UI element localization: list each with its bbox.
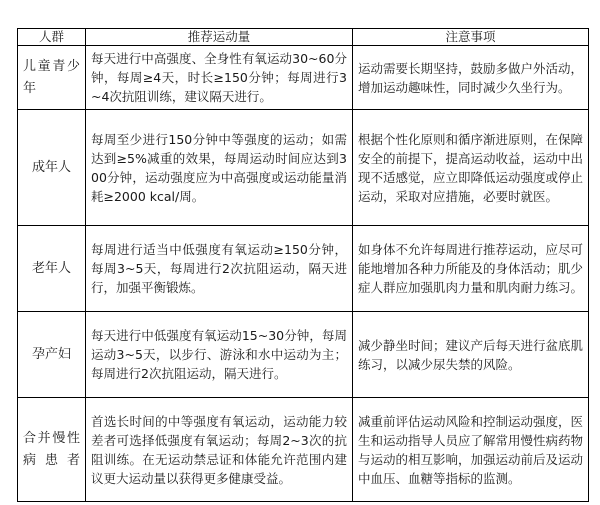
table-row xyxy=(18,226,589,312)
row-recommendation-cell: 首选长时间的中等强度有氧运动，运动能力较差者可选择低强度有氧运动；每周2~3次的抗阻训练。在无运动禁忌证和体能允许范围内建议更大运动量以获得更多健康受益。 xyxy=(86,398,353,502)
header-notes: 注意事项 xyxy=(353,29,589,46)
row-notes-cell: 减少静坐时间；建议产后每天进行盆底肌练习，以减少尿失禁的风险。 xyxy=(353,312,589,398)
row-group-cell: 孕产妇 xyxy=(18,312,86,398)
row-group-cell: 老年人 xyxy=(18,226,86,312)
exercise-recommendation-table xyxy=(17,28,589,502)
table-header xyxy=(18,29,589,46)
header-group: 人群 xyxy=(18,29,86,46)
row-recommendation-cell: 每天进行中高强度、全身性有氧运动30~60分钟，每周≥4天，时长≥150分钟；每周进行3~4次抗阻训练，建议隔天进行。 xyxy=(86,46,353,110)
row-notes-cell: 减重前评估运动风险和控制运动强度，医生和运动指导人员应了解常用慢性病药物与运动的相互影响，加强运动前后及运动中血压、血糖等指标的监测。 xyxy=(353,398,589,502)
table-row xyxy=(18,312,589,398)
table-body xyxy=(18,46,589,502)
table-row xyxy=(18,46,589,110)
row-recommendation-cell: 每周至少进行150分钟中等强度的运动；如需达到≥5%减重的效果，每周运动时间应达到300分钟，运动强度应为中高强度或运动能量消耗≥2000 kcal/周。 xyxy=(86,110,353,226)
row-recommendation-cell: 每周进行适当中低强度有氧运动≥150分钟，每周3~5天，每周进行2次抗阻运动，隔天进行，加强平衡锻炼。 xyxy=(86,226,353,312)
header-recommendation: 推荐运动量 xyxy=(86,29,353,46)
row-notes-cell: 如身体不允许每周进行推荐运动，应尽可能地增加各种力所能及的身体活动；肌少症人群应加强肌肉力量和肌肉耐力练习。 xyxy=(353,226,589,312)
row-group-cell: 合并慢性病患者 xyxy=(18,398,86,502)
table-row xyxy=(18,398,589,502)
row-recommendation-cell: 每天进行中低强度有氧运动15~30分钟，每周运动3~5天，以步行、游泳和水中运动为主；每周进行2次抗阻运动，隔天进行。 xyxy=(86,312,353,398)
row-notes-cell: 运动需要长期坚持，鼓励多做户外活动，增加运动趣味性，同时减少久坐行为。 xyxy=(353,46,589,110)
row-notes-cell: 根据个性化原则和循序渐进原则，在保障安全的前提下，提高运动收益，运动中出现不适感觉，应立即降低运动强度或停止运动，采取对应措施，必要时就医。 xyxy=(353,110,589,226)
row-group-cell: 儿童青少年 xyxy=(18,46,86,110)
table-row xyxy=(18,110,589,226)
header-row xyxy=(18,29,589,46)
row-group-cell: 成年人 xyxy=(18,110,86,226)
